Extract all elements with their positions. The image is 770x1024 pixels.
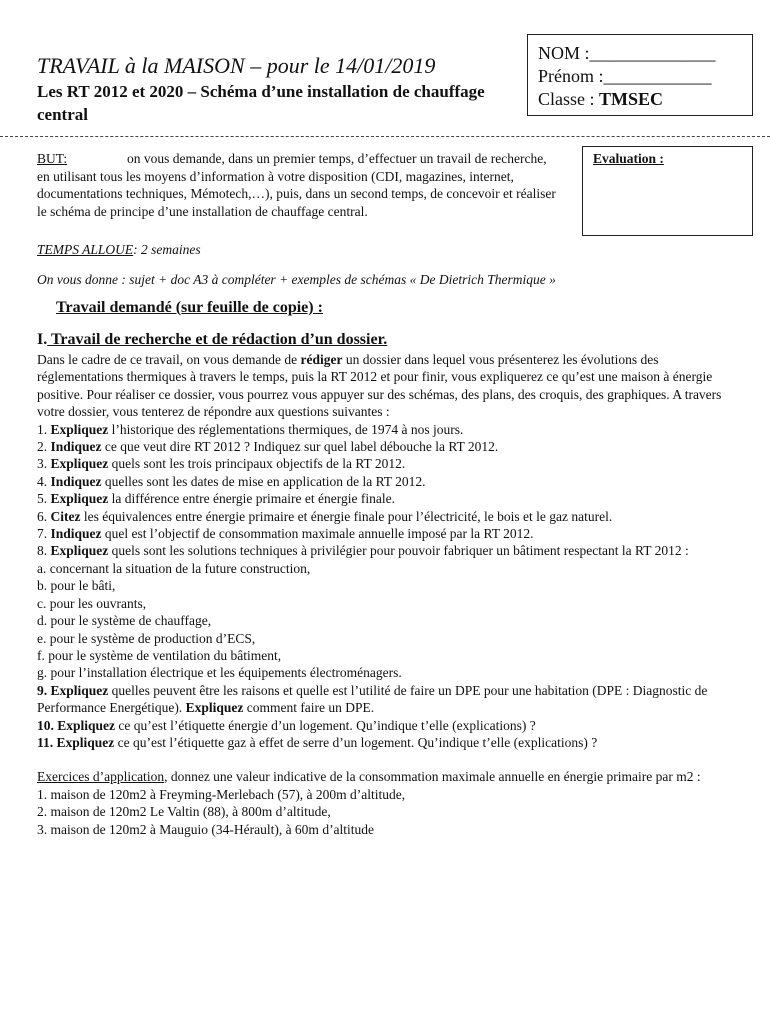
question-text: quels sont les trois principaux objectifs de la RT 2012. <box>108 456 406 472</box>
question-verb: Expliquez <box>50 543 109 559</box>
section-1-body <box>37 351 737 838</box>
sub-item-g: g. pour l’installation électrique et les équipements électroménagers. <box>37 665 402 681</box>
question-text: ce que veut dire RT 2012 ? Indiquez sur quel label débouche la RT 2012. <box>101 439 499 455</box>
question-verb: Indiquez <box>50 439 102 455</box>
question-verb: Expliquez <box>50 456 109 472</box>
student-id-box <box>527 34 753 116</box>
question-number: 11. <box>37 734 54 750</box>
question-7 <box>37 525 737 542</box>
but-text: on vous demande, dans un premier temps, d’effectuer un travail de recherche, en utilisant tous les moyens d’information à votre disposition (CDI, magazines, internet, documentations techniques, Mémotech,…), puis, dans un second temps, de concevoir et réaliser le schéma de principe d’une installation de chauffage central. <box>37 151 556 219</box>
question-text: quel est l’objectif de consommation maximale annuelle imposé par la RT 2012. <box>101 526 534 542</box>
but-label: BUT: <box>37 151 68 166</box>
temps-alloue <box>37 242 201 258</box>
question-number: 4. <box>37 473 51 489</box>
sub-item-f: f. pour le système de ventilation du bâtiment, <box>37 647 282 663</box>
question-verb: Expliquez <box>185 700 244 716</box>
exercice-item-3: 3. maison de 120m2 à Mauguio (34-Hérault), à 60m d’altitude <box>37 821 375 837</box>
section-1-number: I. <box>37 331 48 348</box>
intro-text-1: Dans le cadre de ce travail, on vous demande de <box>37 352 301 367</box>
question-number: 1. <box>37 421 51 437</box>
exercice-item-2: 2. maison de 120m2 Le Valtin (88), à 800m d’altitude, <box>37 804 331 820</box>
question-text: comment faire un DPE. <box>243 700 375 716</box>
exercices-intro <box>37 768 737 785</box>
question-text: les équivalences entre énergie primaire et énergie finale pour l’électricité, le bois et le gaz naturel. <box>80 508 613 524</box>
evaluation-label: Evaluation : <box>593 151 664 166</box>
question-text: la différence entre énergie primaire et énergie finale. <box>108 491 395 507</box>
exercices-label: Exercices d’application <box>37 769 165 785</box>
question-verb: Expliquez <box>53 734 115 750</box>
classe-value: TMSEC <box>599 89 664 109</box>
question-1 <box>37 421 737 438</box>
question-6 <box>37 508 737 525</box>
question-2 <box>37 438 737 455</box>
sub-item-b: b. pour le bâti, <box>37 578 116 594</box>
question-number: 2. <box>37 439 51 455</box>
spacer <box>37 751 737 768</box>
question-number: 8. <box>37 543 51 559</box>
question-text: quels sont les solutions techniques à privilégier pour pouvoir fabriquer un bâtiment respectant la RT 2012 : <box>108 543 689 559</box>
question-text: quelles sont les dates de mise en application de la RT 2012. <box>101 473 426 489</box>
evaluation-box <box>582 146 753 236</box>
question-number: 6. <box>37 508 51 524</box>
sub-item-a: a. concernant la situation de la future construction, <box>37 560 311 576</box>
section-1-heading <box>37 331 387 349</box>
question-verb: Expliquez <box>50 491 109 507</box>
document-title: TRAVAIL à la MAISON – pour le 14/01/2019 <box>37 53 436 78</box>
but-paragraph <box>37 150 557 220</box>
prenom-field: Prénom :____________ <box>538 66 712 86</box>
question-text: quelles peuvent être les raisons et quelle est l’utilité de faire un DPE pour une habitation (DPE : Diagnostic de Performance Energétique). <box>37 682 708 716</box>
question-verb: Indiquez <box>50 473 102 489</box>
exercices-text: , donnez une valeur indicative de la consommation maximale annuelle en énergie primaire par m2 : <box>164 769 701 785</box>
classe-field <box>538 88 752 111</box>
question-9 <box>37 682 737 717</box>
nom-field: NOM :______________ <box>538 43 716 63</box>
question-text: ce qu’est l’étiquette gaz à effet de serre d’un logement. Qu’indique t’elle (explications) ? <box>114 734 598 750</box>
sub-item-e: e. pour le système de production d’ECS, <box>37 630 256 646</box>
documents-given: On vous donne : sujet + doc A3 à compléter + exemples de schémas « De Dietrich Thermique » <box>37 272 556 287</box>
question-number: 7. <box>37 526 51 542</box>
question-text: l’historique des réglementations thermiques, de 1974 à nos jours. <box>108 421 464 437</box>
intro-paragraph <box>37 351 737 421</box>
question-number: 3. <box>37 456 51 472</box>
travail-demande-heading: Travail demandé (sur feuille de copie) : <box>56 299 323 316</box>
classe-label: Classe : <box>538 89 595 109</box>
section-1-title: Travail de recherche et de rédaction d’un dossier. <box>47 331 388 348</box>
question-5 <box>37 490 737 507</box>
question-number: 9. <box>37 682 48 698</box>
question-verb: Expliquez <box>53 717 116 733</box>
question-text: ce qu’est l’étiquette énergie d’un logement. Qu’indique t’elle (explications) ? <box>115 717 536 733</box>
temps-value: : 2 semaines <box>133 242 201 257</box>
question-verb: Expliquez <box>47 682 109 698</box>
question-11 <box>37 734 737 751</box>
question-verb: Expliquez <box>50 421 109 437</box>
question-number: 5. <box>37 491 51 507</box>
question-verb: Indiquez <box>50 526 102 542</box>
question-3 <box>37 455 737 472</box>
exercice-item-1: 1. maison de 120m2 à Freyming-Merlebach (57), à 200m d’altitude, <box>37 786 406 802</box>
question-4 <box>37 473 737 490</box>
question-10 <box>37 717 737 734</box>
question-verb: Citez <box>50 508 81 524</box>
document-subtitle: Les RT 2012 et 2020 – Schéma d’une installation de chauffage central <box>37 82 485 124</box>
dashed-separator <box>0 136 770 137</box>
question-number: 10. <box>37 717 54 733</box>
sub-item-c: c. pour les ouvrants, <box>37 595 147 611</box>
question-8 <box>37 542 737 559</box>
intro-bold: rédiger <box>300 352 343 367</box>
intro-text-2: un dossier dans lequel vous présenterez les évolutions des réglementations thermiques à travers le temps, puis la RT 2012 et pour finir, vous expliquerez ce qu’est une maison à énergie positive. Pour réaliser ce dossier, vous pourrez vous appuyer sur des schémas, des plans, des croquis, des graphiques. A travers votre dossier, vous tenterez de répondre aux questions suivantes : <box>37 352 722 420</box>
temps-label: TEMPS ALLOUE <box>37 242 134 257</box>
sub-item-d: d. pour le système de chauffage, <box>37 613 212 629</box>
